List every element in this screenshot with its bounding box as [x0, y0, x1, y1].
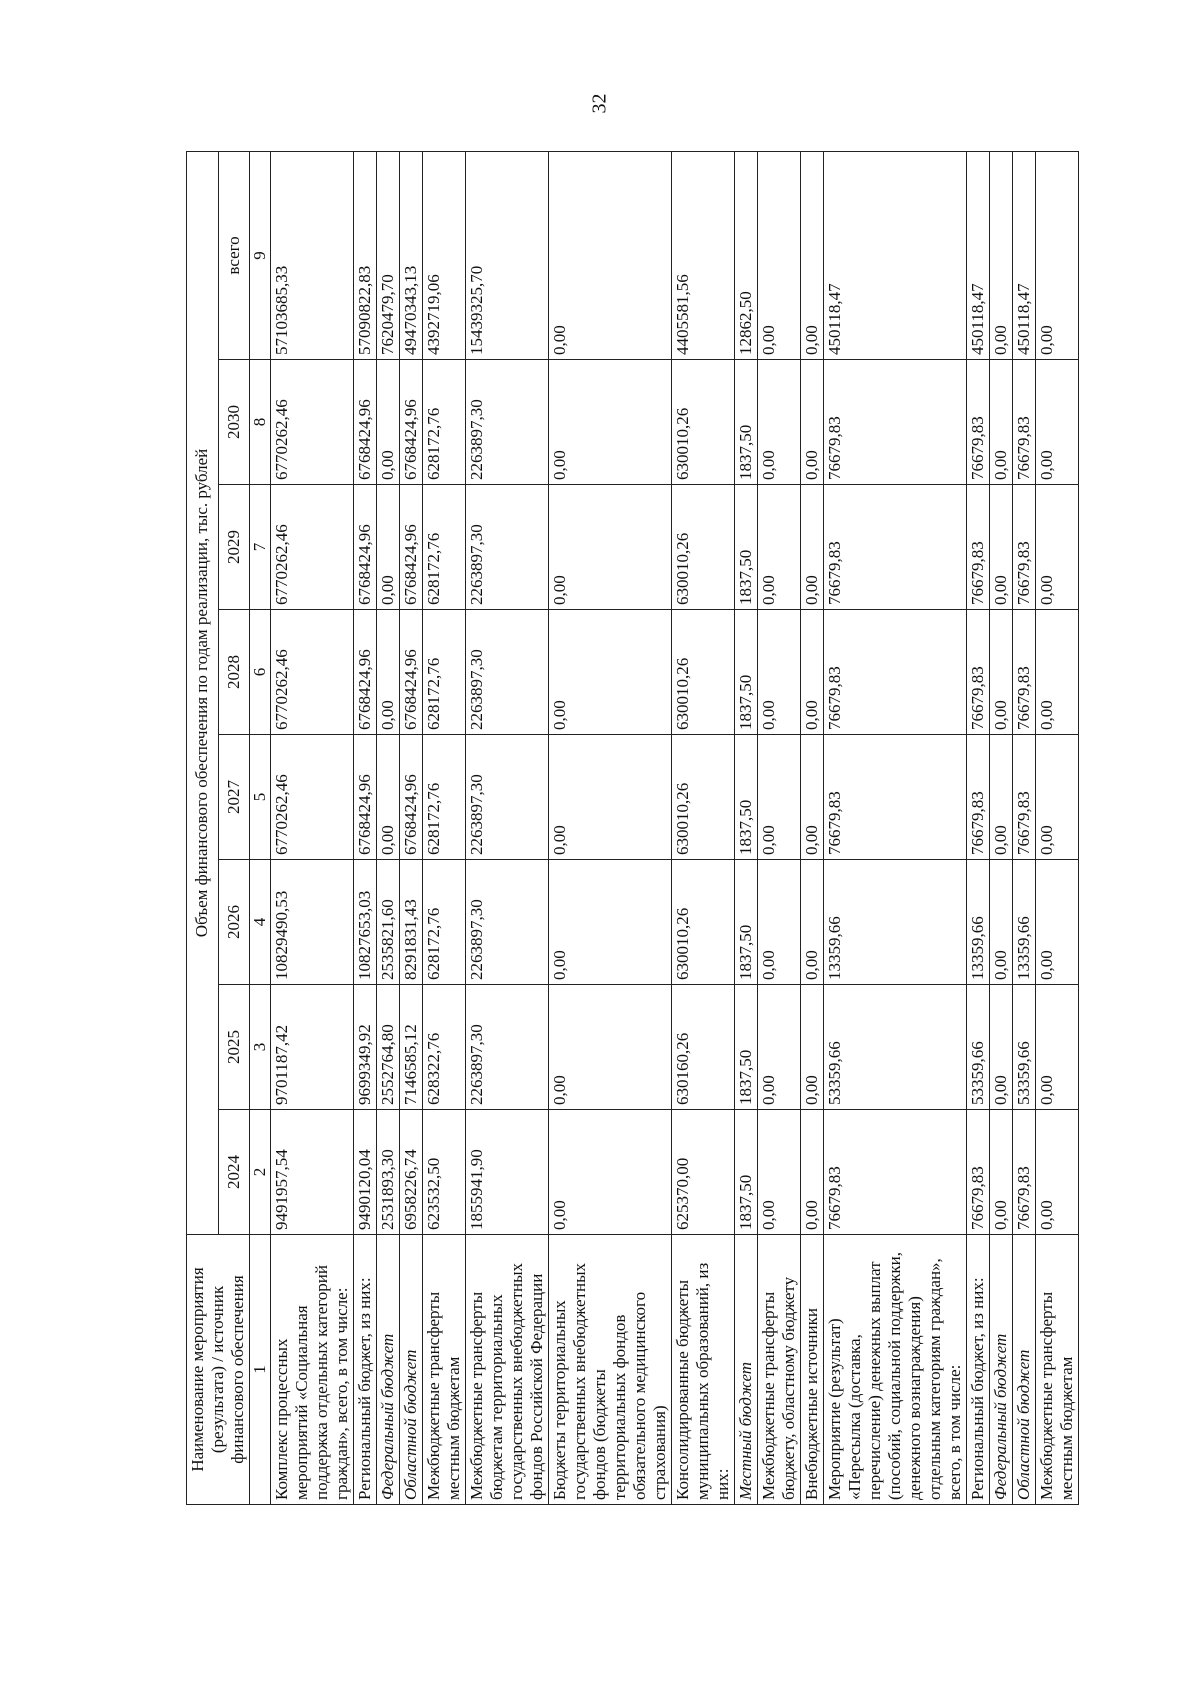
row-source-name: Межбюджетные трансферты местным бюджетам	[1036, 1235, 1079, 1505]
rotated-table-container	[186, 152, 1076, 1505]
row-year-value: 630010,26	[672, 860, 735, 985]
row-source-name: Региональный бюджет, из них:	[967, 1235, 990, 1505]
table-body	[271, 151, 1079, 1504]
row-year-value: 9699349,92	[354, 985, 377, 1110]
column-index: 1	[250, 1235, 271, 1505]
row-source-name: Федеральный бюджет	[990, 1235, 1013, 1505]
table-row	[1013, 151, 1036, 1504]
row-year-value: 76679,83	[967, 1110, 990, 1235]
row-total-value: 0,00	[758, 151, 801, 359]
row-year-value: 2263897,30	[466, 610, 549, 735]
row-year-value: 6770262,46	[271, 485, 354, 610]
header-year: 2030	[218, 360, 250, 485]
row-year-value: 630010,26	[672, 360, 735, 485]
table-row	[549, 151, 672, 1504]
table-row	[271, 151, 354, 1504]
table-row	[354, 151, 377, 1504]
row-year-value: 9701187,42	[271, 985, 354, 1110]
row-year-value: 0,00	[377, 610, 400, 735]
row-total-value: 450118,47	[1013, 151, 1036, 359]
row-source-name: Бюджеты территориальных государственных внебюджетных фондов (бюджеты территориальных фондов обязательного медицинского страхования)	[549, 1235, 672, 1505]
table-row	[735, 151, 758, 1504]
row-year-value: 628172,76	[423, 610, 466, 735]
row-total-value: 12862,50	[735, 151, 758, 359]
row-source-name: Межбюджетные трансферты местным бюджетам	[423, 1235, 466, 1505]
row-year-value: 13359,66	[1013, 860, 1036, 985]
row-year-value: 2263897,30	[466, 360, 549, 485]
row-year-value: 1837,50	[735, 735, 758, 860]
table-row	[400, 151, 423, 1504]
column-index: 8	[250, 360, 271, 485]
row-total-value: 0,00	[990, 151, 1013, 359]
row-year-value: 2531893,30	[377, 1110, 400, 1235]
row-total-value: 4392719,06	[423, 151, 466, 359]
row-year-value: 0,00	[1036, 860, 1079, 985]
row-source-name: Межбюджетные трансферты бюджетам территориальных государственных внебюджетных фондов Российской Федерации	[466, 1235, 549, 1505]
row-year-value: 0,00	[758, 985, 801, 1110]
row-year-value: 2263897,30	[466, 485, 549, 610]
column-index: 5	[250, 735, 271, 860]
row-year-value: 1837,50	[735, 610, 758, 735]
column-index: 3	[250, 985, 271, 1110]
row-year-value: 628172,76	[423, 860, 466, 985]
row-year-value: 6768424,96	[400, 360, 423, 485]
table-row	[990, 151, 1013, 1504]
row-year-value: 0,00	[758, 360, 801, 485]
row-year-value: 1837,50	[735, 1110, 758, 1235]
row-year-value: 53359,66	[824, 985, 967, 1110]
header-total: всего	[218, 151, 250, 359]
row-total-value: 4405581,56	[672, 151, 735, 359]
row-year-value: 6770262,46	[271, 610, 354, 735]
row-year-value: 6770262,46	[271, 360, 354, 485]
row-year-value: 0,00	[758, 485, 801, 610]
row-year-value: 2263897,30	[466, 735, 549, 860]
row-year-value: 76679,83	[967, 485, 990, 610]
row-year-value: 6770262,46	[271, 735, 354, 860]
table-row	[672, 151, 735, 1504]
column-index: 4	[250, 860, 271, 985]
row-year-value: 76679,83	[1013, 360, 1036, 485]
table-row	[967, 151, 990, 1504]
row-source-name: Федеральный бюджет	[377, 1235, 400, 1505]
row-year-value: 628172,76	[423, 735, 466, 860]
row-year-value: 13359,66	[824, 860, 967, 985]
header-year: 2024	[218, 1110, 250, 1235]
row-source-name: Внебюджетные источники	[801, 1235, 824, 1505]
row-year-value: 1837,50	[735, 985, 758, 1110]
row-year-value: 0,00	[758, 860, 801, 985]
row-year-value: 0,00	[990, 860, 1013, 985]
row-year-value: 625370,00	[672, 1110, 735, 1235]
row-year-value: 0,00	[801, 1110, 824, 1235]
row-year-value: 2263897,30	[466, 985, 549, 1110]
column-index: 7	[250, 485, 271, 610]
row-year-value: 0,00	[758, 735, 801, 860]
row-year-value: 0,00	[990, 1110, 1013, 1235]
header-year: 2028	[218, 610, 250, 735]
row-year-value: 630160,26	[672, 985, 735, 1110]
column-index: 2	[250, 1110, 271, 1235]
header-name-column: Наименование мероприятия (результата) / источник финансового обеспечения	[187, 1235, 250, 1505]
row-year-value: 0,00	[549, 360, 672, 485]
row-year-value: 6768424,96	[354, 360, 377, 485]
table-row	[824, 151, 967, 1504]
row-year-value: 76679,83	[967, 735, 990, 860]
header-year: 2029	[218, 485, 250, 610]
row-year-value: 0,00	[377, 360, 400, 485]
row-year-value: 13359,66	[967, 860, 990, 985]
row-year-value: 630010,26	[672, 610, 735, 735]
row-year-value: 0,00	[549, 1110, 672, 1235]
table-row	[801, 151, 824, 1504]
column-index: 6	[250, 610, 271, 735]
table-row	[1036, 151, 1079, 1504]
row-source-name: Областной бюджет	[400, 1235, 423, 1505]
row-year-value: 6768424,96	[400, 485, 423, 610]
table-row	[466, 151, 549, 1504]
row-year-value: 76679,83	[824, 1110, 967, 1235]
row-source-name: Комплекс процессных мероприятий «Социальная поддержка отдельных категорий граждан», всего, в том числе:	[271, 1235, 354, 1505]
row-year-value: 2535821,60	[377, 860, 400, 985]
column-index: 9	[250, 151, 271, 359]
row-year-value: 0,00	[758, 1110, 801, 1235]
row-year-value: 2552764,80	[377, 985, 400, 1110]
header-year: 2026	[218, 860, 250, 985]
row-year-value: 76679,83	[824, 360, 967, 485]
row-year-value: 0,00	[549, 485, 672, 610]
financing-table	[186, 151, 1079, 1505]
row-year-value: 628172,76	[423, 485, 466, 610]
row-year-value: 0,00	[549, 610, 672, 735]
row-year-value: 76679,83	[824, 735, 967, 860]
header-year: 2025	[218, 985, 250, 1110]
table-row	[423, 151, 466, 1504]
row-year-value: 76679,83	[1013, 735, 1036, 860]
row-year-value: 53359,66	[967, 985, 990, 1110]
row-year-value: 6768424,96	[354, 735, 377, 860]
row-year-value: 0,00	[549, 735, 672, 860]
row-year-value: 76679,83	[1013, 610, 1036, 735]
row-total-value: 0,00	[801, 151, 824, 359]
row-year-value: 1837,50	[735, 485, 758, 610]
row-source-name: Мероприятие (результат) «Пересылка (доставка, перечисление) денежных выплат (пособий, социальной поддержки, денежного вознаграждения) отдельным категориям граждан», всего, в том числе:	[824, 1235, 967, 1505]
table-row	[758, 151, 801, 1504]
row-source-name: Консолидированные бюджеты муниципальных образований, из них:	[672, 1235, 735, 1505]
row-year-value: 0,00	[990, 985, 1013, 1110]
row-year-value: 0,00	[549, 860, 672, 985]
row-year-value: 0,00	[801, 485, 824, 610]
row-year-value: 0,00	[1036, 735, 1079, 860]
row-total-value: 57103685,33	[271, 151, 354, 359]
row-year-value: 6958226,74	[400, 1110, 423, 1235]
row-year-value: 53359,66	[1013, 985, 1036, 1110]
row-year-value: 630010,26	[672, 735, 735, 860]
row-year-value: 0,00	[758, 610, 801, 735]
row-year-value: 0,00	[801, 985, 824, 1110]
row-total-value: 0,00	[1036, 151, 1079, 359]
row-year-value: 9491957,54	[271, 1110, 354, 1235]
row-total-value: 15439325,70	[466, 151, 549, 359]
row-year-value: 0,00	[990, 735, 1013, 860]
row-total-value: 0,00	[549, 151, 672, 359]
row-year-value: 6768424,96	[400, 610, 423, 735]
row-year-value: 10829490,53	[271, 860, 354, 985]
row-year-value: 0,00	[1036, 985, 1079, 1110]
row-year-value: 76679,83	[824, 485, 967, 610]
row-year-value: 0,00	[801, 360, 824, 485]
row-year-value: 0,00	[990, 485, 1013, 610]
row-year-value: 0,00	[1036, 1110, 1079, 1235]
row-source-name: Межбюджетные трансферты бюджету, областному бюджету	[758, 1235, 801, 1505]
row-year-value: 7146585,12	[400, 985, 423, 1110]
row-year-value: 76679,83	[824, 610, 967, 735]
row-source-name: Областной бюджет	[1013, 1235, 1036, 1505]
row-year-value: 9490120,04	[354, 1110, 377, 1235]
row-year-value: 630010,26	[672, 485, 735, 610]
page-number: 32	[588, 93, 611, 114]
row-year-value: 0,00	[1036, 485, 1079, 610]
row-year-value: 0,00	[801, 860, 824, 985]
row-year-value: 0,00	[377, 735, 400, 860]
row-year-value: 623532,50	[423, 1110, 466, 1235]
row-year-value: 0,00	[1036, 360, 1079, 485]
row-year-value: 6768424,96	[354, 610, 377, 735]
header-year: 2027	[218, 735, 250, 860]
table-row	[377, 151, 400, 1504]
row-year-value: 8291831,43	[400, 860, 423, 985]
row-year-value: 6768424,96	[400, 735, 423, 860]
row-year-value: 0,00	[801, 735, 824, 860]
row-year-value: 1837,50	[735, 360, 758, 485]
row-year-value: 76679,83	[967, 610, 990, 735]
row-source-name: Местный бюджет	[735, 1235, 758, 1505]
row-year-value: 76679,83	[1013, 485, 1036, 610]
row-total-value: 7620479,70	[377, 151, 400, 359]
row-year-value: 6768424,96	[354, 485, 377, 610]
row-year-value: 0,00	[377, 485, 400, 610]
row-year-value: 628172,76	[423, 360, 466, 485]
row-year-value: 76679,83	[967, 360, 990, 485]
row-year-value: 2263897,30	[466, 860, 549, 985]
row-year-value: 1855941,90	[466, 1110, 549, 1235]
row-total-value: 57090822,83	[354, 151, 377, 359]
row-year-value: 10827653,03	[354, 860, 377, 985]
row-year-value: 628322,76	[423, 985, 466, 1110]
row-source-name: Региональный бюджет, из них:	[354, 1235, 377, 1505]
row-year-value: 0,00	[549, 985, 672, 1110]
row-year-value: 0,00	[990, 360, 1013, 485]
row-year-value: 1837,50	[735, 860, 758, 985]
row-total-value: 450118,47	[824, 151, 967, 359]
row-total-value: 49470343,13	[400, 151, 423, 359]
row-year-value: 76679,83	[1013, 1110, 1036, 1235]
row-year-value: 0,00	[990, 610, 1013, 735]
row-year-value: 0,00	[1036, 610, 1079, 735]
row-total-value: 450118,47	[967, 151, 990, 359]
header-financing-group: Объем финансового обеспечения по годам реализации, тыс. рублей	[187, 151, 219, 1234]
row-year-value: 0,00	[801, 610, 824, 735]
